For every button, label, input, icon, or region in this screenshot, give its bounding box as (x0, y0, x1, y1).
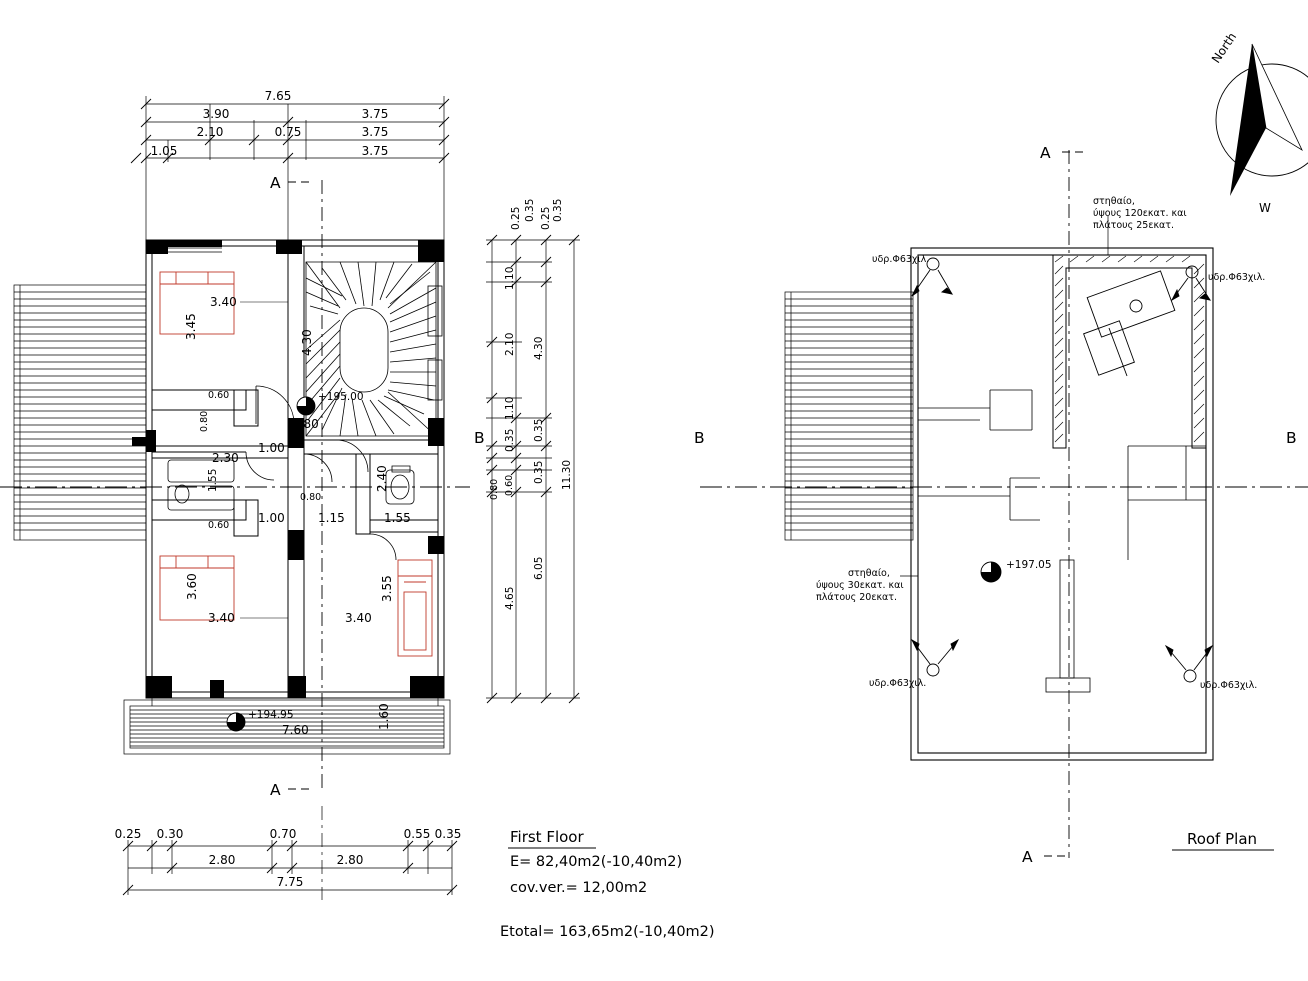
dim-room-080a: 0.80 (199, 410, 210, 432)
dim-r-110b: 1.10 (504, 396, 516, 420)
drain-label-3: υδρ.Φ63χιλ. (869, 678, 927, 689)
dim-room-760: 7.60 (282, 723, 309, 737)
dim-top-375b: 3.75 (361, 125, 389, 139)
dim-room-115: 1.15 (318, 511, 345, 525)
section-label-a-bottom-right: A (1022, 848, 1033, 866)
area-line-1: E= 82,40m2(-10,40m2) (510, 854, 683, 870)
section-label-a-top-right: A (1040, 144, 1051, 162)
roof-solar-unit (1084, 271, 1175, 376)
level-symbol-roof (981, 562, 1001, 582)
dim-r-035a: 0.35 (524, 198, 536, 222)
dim-r-210: 2.10 (504, 332, 516, 356)
level-text-stair: +195.00 (318, 391, 364, 403)
section-label-b-right-right: B (1286, 429, 1297, 447)
dim-room-280: 2.80 (292, 417, 319, 431)
dim-b-070: 0.70 (269, 827, 297, 841)
dim-room-340c: 3.40 (345, 611, 372, 625)
dim-r-110a: 1.10 (504, 266, 516, 290)
parapet-lower-line3: πλάτους 20εκατ. (816, 592, 898, 603)
section-label-b-left: B (474, 429, 485, 447)
dim-b-025: 0.25 (114, 827, 142, 841)
dim-room-360: 3.60 (185, 573, 199, 600)
staircase (306, 262, 436, 436)
dim-r-1130: 11.30 (561, 459, 573, 490)
dim-room-060a: 0.60 (208, 390, 230, 401)
dim-top-105: 1.05 (150, 144, 178, 158)
dim-top-375a: 3.75 (361, 107, 389, 121)
title-first-floor: First Floor (510, 828, 584, 846)
drain-label-4: υδρ.Φ63χιλ. (1200, 680, 1258, 691)
dim-r-080: 0.80 (489, 478, 500, 500)
top-dimension-chains (146, 96, 444, 240)
level-text-terrace: +194.95 (248, 709, 294, 721)
dim-room-240: 2.40 (375, 465, 389, 492)
dim-room-100a: 1.00 (258, 441, 285, 455)
dim-b-030: 0.30 (156, 827, 184, 841)
section-label-b-left-right: B (694, 429, 705, 447)
dim-room-430: 4.30 (300, 329, 314, 356)
dim-r-035b: 0.35 (552, 198, 564, 222)
roof-parapet-upper (1053, 255, 1206, 448)
level-symbol-terrace (227, 713, 245, 731)
dim-r-465: 4.65 (504, 586, 516, 610)
dim-r-060: 0.60 (504, 474, 515, 496)
dim-r-035d: 0.35 (533, 418, 545, 442)
dim-r-025b: 0.25 (540, 206, 552, 230)
section-label-a-top: A (270, 174, 281, 192)
north-arrow (1216, 44, 1308, 196)
north-label: North (1208, 30, 1240, 66)
dim-r-430: 4.30 (533, 336, 545, 360)
dim-room-355: 3.55 (380, 575, 394, 602)
area-line-3: Etotal= 163,65m2(-10,40m2) (500, 924, 715, 940)
drain-label-1: υδρ.Φ63χιλ. (872, 254, 930, 265)
parapet-lower-line1: στηθαίο, (848, 568, 890, 579)
level-text-roof: +197.05 (1006, 559, 1052, 571)
dim-top-390: 3.90 (202, 107, 230, 121)
dim-b-055: 0.55 (403, 827, 431, 841)
dim-room-100b: 1.00 (258, 511, 285, 525)
dim-r-035e: 0.35 (533, 460, 545, 484)
roof-drains (912, 258, 1212, 682)
parapet-upper-line3: πλάτους 25εκατ. (1093, 220, 1175, 231)
dim-room-345: 3.45 (184, 313, 198, 340)
dim-top-765: 7.65 (264, 89, 292, 103)
drain-label-2: υδρ.Φ63χιλ. (1208, 272, 1266, 283)
dim-room-060b: 0.60 (208, 520, 230, 531)
dim-room-340a: 3.40 (210, 295, 237, 309)
dim-room-080b: 0.80 (300, 492, 322, 503)
dim-b-035: 0.35 (434, 827, 462, 841)
dim-r-605: 6.05 (533, 556, 545, 580)
dim-b-280b: 2.80 (336, 853, 364, 867)
window-openings (168, 248, 442, 400)
dim-top-210: 2.10 (196, 125, 224, 139)
dim-r-035c: 0.35 (504, 428, 516, 452)
left-pergola-hatch (14, 285, 146, 540)
area-line-2: cov.ver.= 12,00m2 (510, 880, 648, 896)
west-label: W (1259, 201, 1271, 215)
dim-room-230: 2.30 (212, 451, 239, 465)
dim-top-375c: 3.75 (361, 144, 389, 158)
dim-room-155b: 1.55 (384, 511, 411, 525)
level-symbol-stair (297, 397, 315, 415)
dim-b-280a: 2.80 (208, 853, 236, 867)
parapet-upper-line1: στηθαίο, (1093, 196, 1135, 207)
dim-room-160: 1.60 (377, 703, 391, 730)
dim-top-075: 0.75 (274, 125, 302, 139)
parapet-upper-line2: ύψους 120εκατ. και (1093, 208, 1187, 219)
parapet-lower-line2: ύψους 30εκατ. και (816, 580, 904, 591)
section-a-right (1044, 150, 1088, 858)
dim-room-340b: 3.40 (208, 611, 235, 625)
dim-room-155a: 1.55 (207, 468, 219, 492)
dim-r-025a: 0.25 (510, 206, 522, 230)
doors (246, 386, 396, 560)
section-label-a-bottom: A (270, 781, 281, 799)
dim-b-775: 7.75 (276, 875, 304, 889)
right-pergola-hatch (785, 292, 913, 540)
roof-outline (911, 248, 1213, 760)
title-roof-plan: Roof Plan (1186, 830, 1258, 848)
room-dimension-labels (184, 295, 411, 737)
